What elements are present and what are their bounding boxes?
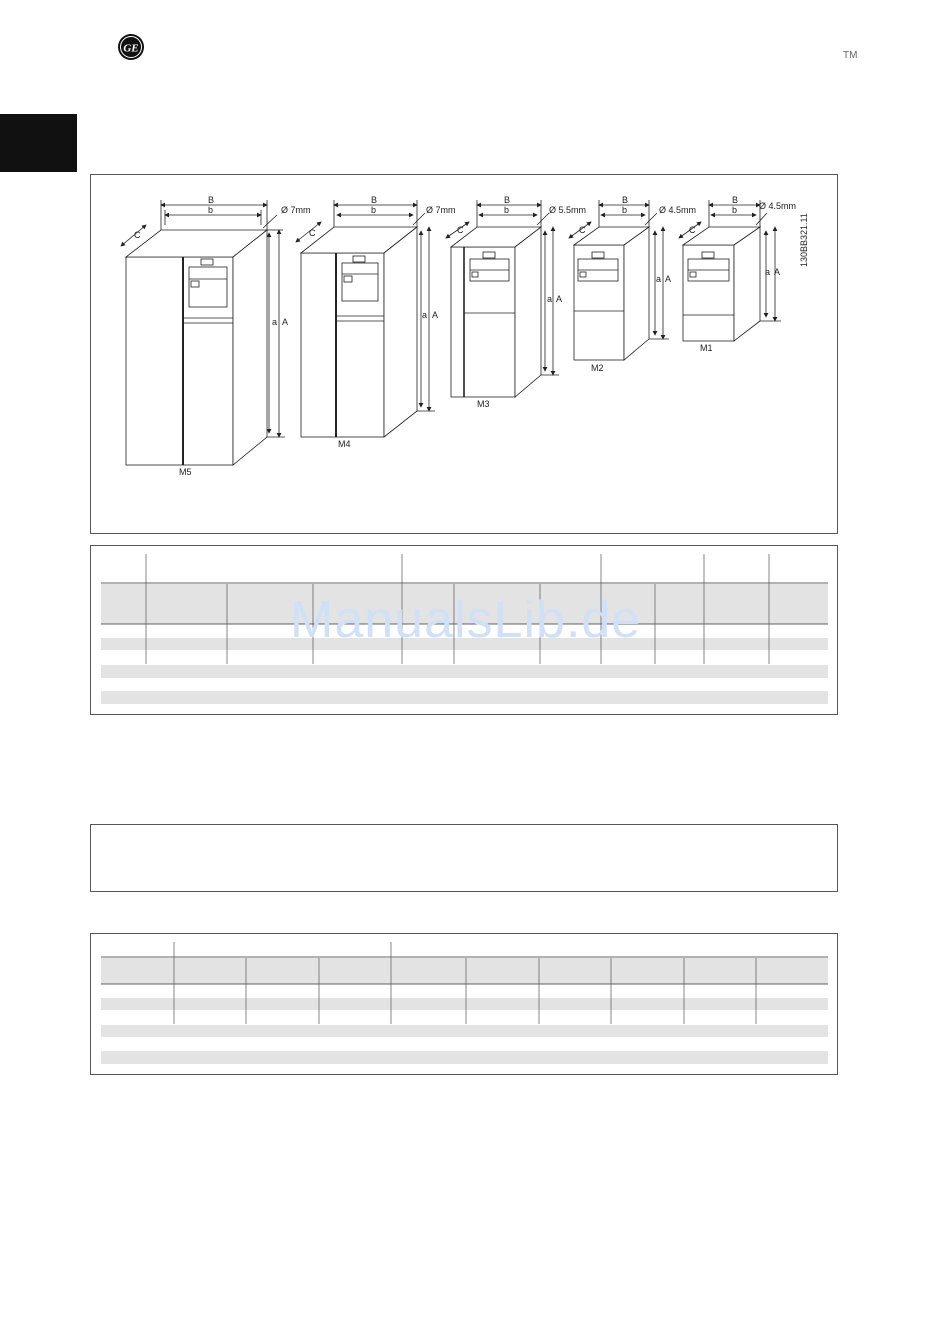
ge-logo-text: GE xyxy=(123,42,139,55)
hole-m2: Ø 4.5mm xyxy=(659,205,697,215)
label-m4: M4 xyxy=(338,439,351,449)
dim-C-m5: C xyxy=(134,230,141,240)
dim-C-m3: C xyxy=(457,225,464,235)
dim-b-m3: b xyxy=(504,205,510,215)
dim-b-m2: b xyxy=(622,205,628,215)
dim-A-m5: A xyxy=(282,317,289,327)
dim-A-m1: A xyxy=(774,267,781,277)
frame-m4 xyxy=(296,200,435,437)
drawing-reference: 130BB321.11 xyxy=(799,213,809,267)
hole-m4: Ø 7mm xyxy=(426,205,456,215)
dim-C-m2: C xyxy=(579,225,586,235)
ge-logo xyxy=(117,33,145,61)
dim-C-m4: C xyxy=(309,228,316,238)
hole-m1: Ø 4.5mm xyxy=(759,201,797,211)
dim-b-m1: b xyxy=(732,205,738,215)
label-m5: M5 xyxy=(179,467,192,477)
dim-A-m2: A xyxy=(665,274,672,284)
dim-a-m2: a xyxy=(656,274,662,284)
dim-B-m3: B xyxy=(504,195,511,205)
dim-A-m4: A xyxy=(432,310,439,320)
trademark: TM xyxy=(843,50,858,61)
watermark: ManualsLib.de xyxy=(290,591,642,649)
dim-B-m1: B xyxy=(732,195,739,205)
dim-A-m3: A xyxy=(556,294,563,304)
dimension-drawing xyxy=(90,174,838,534)
chapter-tab xyxy=(0,114,77,172)
hole-m3: Ø 5.5mm xyxy=(549,205,587,215)
dim-b-m5: b xyxy=(208,205,214,215)
hole-m5: Ø 7mm xyxy=(281,205,311,215)
dim-a-m4: a xyxy=(422,310,428,320)
dim-B-m4: B xyxy=(371,195,378,205)
frame-m5 xyxy=(121,200,285,465)
dim-b-m4: b xyxy=(371,205,377,215)
dim-B-m5: B xyxy=(208,195,215,205)
dimensions-table-2 xyxy=(90,933,838,1075)
frame-m2 xyxy=(569,200,672,360)
dim-a-m3: a xyxy=(547,294,553,304)
note-box xyxy=(90,824,838,892)
dim-B-m2: B xyxy=(622,195,629,205)
label-m1: M1 xyxy=(700,343,713,353)
label-m3: M3 xyxy=(477,399,490,409)
dim-C-m1: C xyxy=(689,225,696,235)
dim-a-m5: a xyxy=(272,317,278,327)
label-m2: M2 xyxy=(591,363,604,373)
dim-a-m1: a xyxy=(765,267,771,277)
